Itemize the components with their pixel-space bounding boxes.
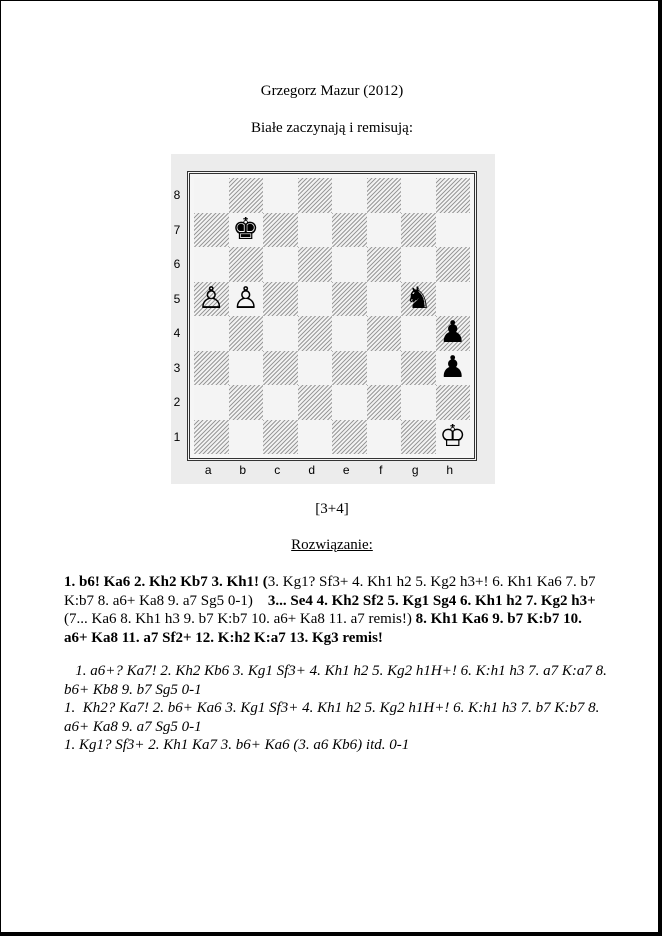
board-square-d7	[298, 213, 333, 248]
board-square-f3	[367, 351, 402, 386]
black-pawn-icon: ♟	[439, 349, 467, 385]
board-square-f6	[367, 247, 402, 282]
rank-label: 7	[173, 222, 181, 237]
rank-label: 6	[173, 257, 181, 272]
board-square-c2	[263, 385, 298, 420]
file-label: b	[239, 463, 247, 477]
board-square-e3	[332, 351, 367, 386]
board-square-c1	[263, 420, 298, 455]
board-square-f5	[367, 282, 402, 317]
rank-labels	[171, 178, 183, 454]
board-square-e8	[332, 178, 367, 213]
board-square-d4	[298, 316, 333, 351]
board-square-h6	[436, 247, 471, 282]
board-grid	[194, 178, 470, 454]
white-pawn-icon: ♙	[232, 280, 260, 316]
alternative-line: 1. a6+? Ka7! 2. Kh2 Kb6 3. Kg1 Sf3+ 4. Kh1 h2 5. Kg2 h1H+! 6. K:h1 h3 7. a7 K:a7 8. b6+ Kb8 9. b7 Sg5 0-1	[64, 663, 611, 698]
board-square-g5	[401, 282, 436, 317]
file-label: g	[411, 463, 419, 477]
chess-board	[187, 171, 477, 461]
board-square-g6	[401, 247, 436, 282]
solution-main-line-3: 8. Kh1 Ka6 9. b7 K:b7 10. a6+ Ka8 11. a7 Sf2+ 12. K:h2 K:a7 13. Kg3 remis!	[64, 611, 582, 646]
board-square-b2	[229, 385, 264, 420]
board-square-e7	[332, 213, 367, 248]
black-knight-icon: ♞	[404, 280, 432, 316]
board-square-a6	[194, 247, 229, 282]
board-square-b5	[229, 282, 264, 317]
rank-label: 3	[173, 360, 181, 375]
board-square-d6	[298, 247, 333, 282]
board-square-f1	[367, 420, 402, 455]
alternative-line: 1. Kg1? Sf3+ 2. Kh1 Ka7 3. b6+ Ka6 (3. a6 Kb6) itd. 0-1	[64, 737, 410, 753]
solution-variation-1: 3. Kg1? Sf3+ 4. Kh1 h2 5. Kg2 h3+! 6. Kh1 Ka6 7. b7 K:b7 8. a6+ Ka8 9. a7 Sg5 0-1)	[64, 574, 596, 609]
board-square-h1	[436, 420, 471, 455]
piece-count: [3+4]	[315, 501, 349, 517]
chess-diagram	[171, 154, 495, 484]
problem-author: Grzegorz Mazur (2012)	[260, 83, 404, 99]
board-square-a4	[194, 316, 229, 351]
alternative-line: 1. Kh2? Ka7! 2. b6+ Ka6 3. Kg1 Sf3+ 4. Kh1 h2 5. Kg2 h1H+! 6. K:h1 h3 7. b7 K:b7 8. a6+ Ka8 9. a7 Sg5 0-1	[64, 700, 604, 735]
board-square-a2	[194, 385, 229, 420]
board-square-f2	[367, 385, 402, 420]
board-square-g1	[401, 420, 436, 455]
board-square-a5	[194, 282, 229, 317]
board-square-c6	[263, 247, 298, 282]
board-square-c8	[263, 178, 298, 213]
board-square-e1	[332, 420, 367, 455]
board-square-b3	[229, 351, 264, 386]
solution-main-line-2: 3... Se4 4. Kh2 Sf2 5. Kg1 Sg4 6. Kh1 h2 7. Kg2 h3+	[267, 592, 596, 609]
solution-heading: Rozwiązanie:	[291, 537, 373, 553]
black-pawn-icon: ♟	[439, 315, 467, 351]
board-square-e5	[332, 282, 367, 317]
solution-variation-2: (7... Ka6 8. Kh1 h3 9. b7 K:b7 10. a6+ Ka8 11. a7 remis!)	[64, 611, 416, 627]
board-square-g2	[401, 385, 436, 420]
board-square-b8	[229, 178, 264, 213]
board-square-h8	[436, 178, 471, 213]
white-pawn-icon: ♙	[197, 280, 225, 316]
alternative-lines	[64, 662, 609, 755]
board-square-e6	[332, 247, 367, 282]
board-square-e4	[332, 316, 367, 351]
board-square-a1	[194, 420, 229, 455]
board-square-h2	[436, 385, 471, 420]
board-square-a3	[194, 351, 229, 386]
rank-label: 1	[173, 429, 181, 444]
board-square-d8	[298, 178, 333, 213]
file-labels	[191, 462, 467, 478]
board-square-a7	[194, 213, 229, 248]
board-square-c3	[263, 351, 298, 386]
file-label: a	[204, 463, 212, 477]
file-label: f	[379, 463, 383, 477]
solution-text	[64, 573, 609, 647]
board-square-c7	[263, 213, 298, 248]
board-square-f7	[367, 213, 402, 248]
black-king-icon: ♚	[232, 211, 260, 247]
board-square-g8	[401, 178, 436, 213]
file-label: d	[308, 463, 316, 477]
board-square-f8	[367, 178, 402, 213]
rank-label: 5	[173, 291, 181, 306]
problem-stipulation: Białe zaczynają i remisują:	[250, 120, 413, 136]
board-square-b4	[229, 316, 264, 351]
board-square-g3	[401, 351, 436, 386]
rank-label: 2	[173, 395, 181, 410]
rank-label: 4	[173, 326, 181, 341]
board-square-c4	[263, 316, 298, 351]
board-square-b7	[229, 213, 264, 248]
file-label: h	[446, 463, 454, 477]
board-square-h4	[436, 316, 471, 351]
board-square-d1	[298, 420, 333, 455]
board-square-h5	[436, 282, 471, 317]
white-king-icon: ♔	[439, 418, 467, 454]
file-label: c	[274, 463, 281, 477]
board-square-d2	[298, 385, 333, 420]
board-square-e2	[332, 385, 367, 420]
board-square-b1	[229, 420, 264, 455]
board-square-g4	[401, 316, 436, 351]
solution-main-line-1: 1. b6! Ka6 2. Kh2 Kb7 3. Kh1! (	[64, 574, 268, 590]
board-square-h7	[436, 213, 471, 248]
board-square-h3	[436, 351, 471, 386]
board-square-d5	[298, 282, 333, 317]
board-square-c5	[263, 282, 298, 317]
board-square-b6	[229, 247, 264, 282]
board-square-g7	[401, 213, 436, 248]
board-square-d3	[298, 351, 333, 386]
rank-label: 8	[173, 188, 181, 203]
board-square-f4	[367, 316, 402, 351]
file-label: e	[342, 463, 350, 477]
board-square-a8	[194, 178, 229, 213]
